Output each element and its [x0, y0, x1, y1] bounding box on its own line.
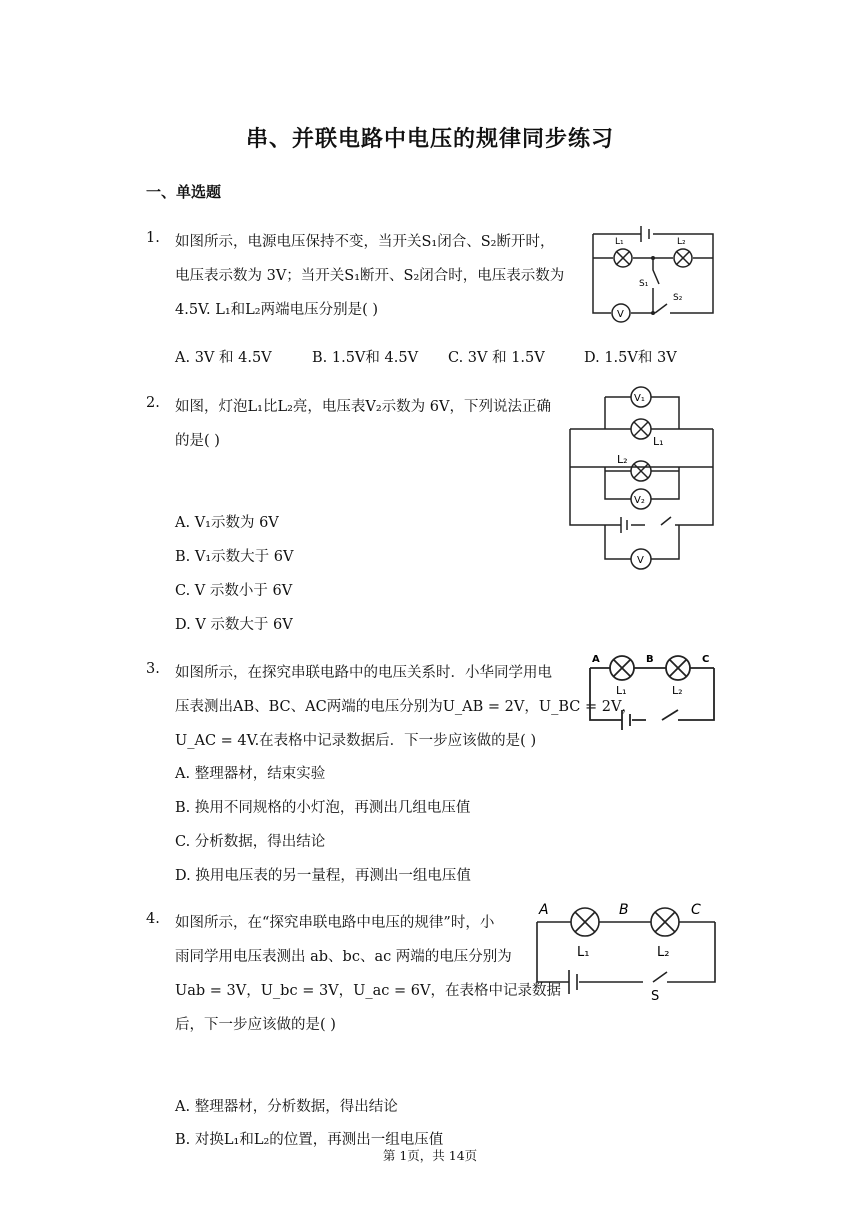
option-d: D. 1.5V和 3V — [584, 350, 677, 366]
option-b: B. 1.5V和 4.5V — [312, 350, 419, 366]
question-text-line: 如图，灯泡L₁比L₂亮，电压表V₂示数为 6V，下列说法正确 — [175, 399, 551, 415]
fig-label: C — [691, 902, 701, 918]
question-text-line: 的是( ) — [175, 433, 220, 449]
circuit-diagram-3 — [586, 648, 721, 736]
page-footer: 第 1页，共 14页 — [382, 1148, 478, 1163]
fig-label: V₁ — [634, 393, 645, 404]
fig-label: L₂ — [677, 237, 686, 247]
question-text-line: 如图所示，在“探究串联电路中电压的规律”时，小 — [175, 915, 495, 931]
option-b: B. 换用不同规格的小灯泡，再测出几组电压值 — [175, 800, 471, 816]
fig-label: A — [539, 902, 549, 918]
question-text-line: U_AC = 4V.在表格中记录数据后．下一步应该做的是( ) — [175, 733, 537, 749]
question-number: 1. — [146, 230, 160, 246]
circuit-diagram-4 — [533, 898, 723, 1008]
question-text-line: 压表测出AB、BC、AC两端的电压分别为U_AB = 2V，U_BC = 2V， — [175, 699, 636, 715]
fig-label: C — [702, 654, 710, 665]
option-b: B. 对换L₁和L₂的位置，再测出一组电压值 — [175, 1132, 444, 1148]
fig-label: S — [651, 989, 660, 1004]
question-number: 2. — [146, 395, 160, 411]
option-c: C. 分析数据，得出结论 — [175, 834, 326, 850]
question-text-line: 电压表示数为 3V；当开关S₁断开、S₂闭合时，电压表示数为 — [175, 268, 565, 284]
option-a: A. 整理器材，结束实验 — [175, 766, 326, 782]
fig-label: A — [592, 654, 600, 665]
fig-label: B — [619, 902, 629, 918]
option-c: C. 3V 和 1.5V — [448, 350, 545, 366]
fig-label: L₁ — [653, 435, 664, 448]
circuit-diagram-1 — [585, 218, 720, 323]
question-text-line: 如图所示，在探究串联电路中的电压关系时．小华同学用电 — [175, 665, 552, 681]
question-text-line: 如图所示，电源电压保持不变，当开关S₁闭合、S₂断开时， — [175, 234, 555, 250]
section-heading: 一、单选题 — [146, 183, 222, 201]
fig-label: V — [617, 309, 624, 320]
fig-label: V₂ — [634, 495, 645, 506]
option-d: D. 换用电压表的另一量程，再测出一组电压值 — [175, 868, 471, 884]
option-a: A. 3V 和 4.5V — [175, 350, 272, 366]
fig-label: L₂ — [672, 684, 683, 697]
fig-label: L₂ — [657, 945, 670, 960]
fig-label: L₁ — [615, 237, 624, 247]
option-d: D. V 示数大于 6V — [175, 617, 293, 633]
page-title: 串、并联电路中电压的规律同步练习 — [245, 127, 614, 152]
option-c: C. V 示数小于 6V — [175, 583, 293, 599]
fig-label: B — [646, 654, 654, 665]
option-b: B. V₁示数大于 6V — [175, 549, 294, 565]
option-a: A. V₁示数为 6V — [175, 515, 279, 531]
question-text-line: 后，下一步应该做的是( ) — [175, 1017, 336, 1033]
question-number: 3. — [146, 661, 160, 677]
question-text-line: Uab = 3V，U_bc = 3V，U_ac = 6V，在表格中记录数据 — [175, 983, 561, 999]
fig-label: L₁ — [577, 945, 590, 960]
fig-label: L₁ — [616, 684, 627, 697]
fig-label: S₁ — [639, 279, 649, 289]
question-text-line: 雨同学用电压表测出 ab、bc、ac 两端的电压分别为 — [175, 949, 512, 965]
fig-label: L₂ — [617, 453, 628, 466]
question-text-line: 4.5V. L₁和L₂两端电压分别是( ) — [175, 302, 379, 318]
fig-label: S₂ — [673, 293, 683, 303]
fig-label: V — [637, 555, 644, 566]
option-a: A. 整理器材，分析数据，得出结论 — [175, 1099, 398, 1115]
circuit-diagram-2 — [565, 383, 720, 573]
question-number: 4. — [146, 911, 160, 927]
